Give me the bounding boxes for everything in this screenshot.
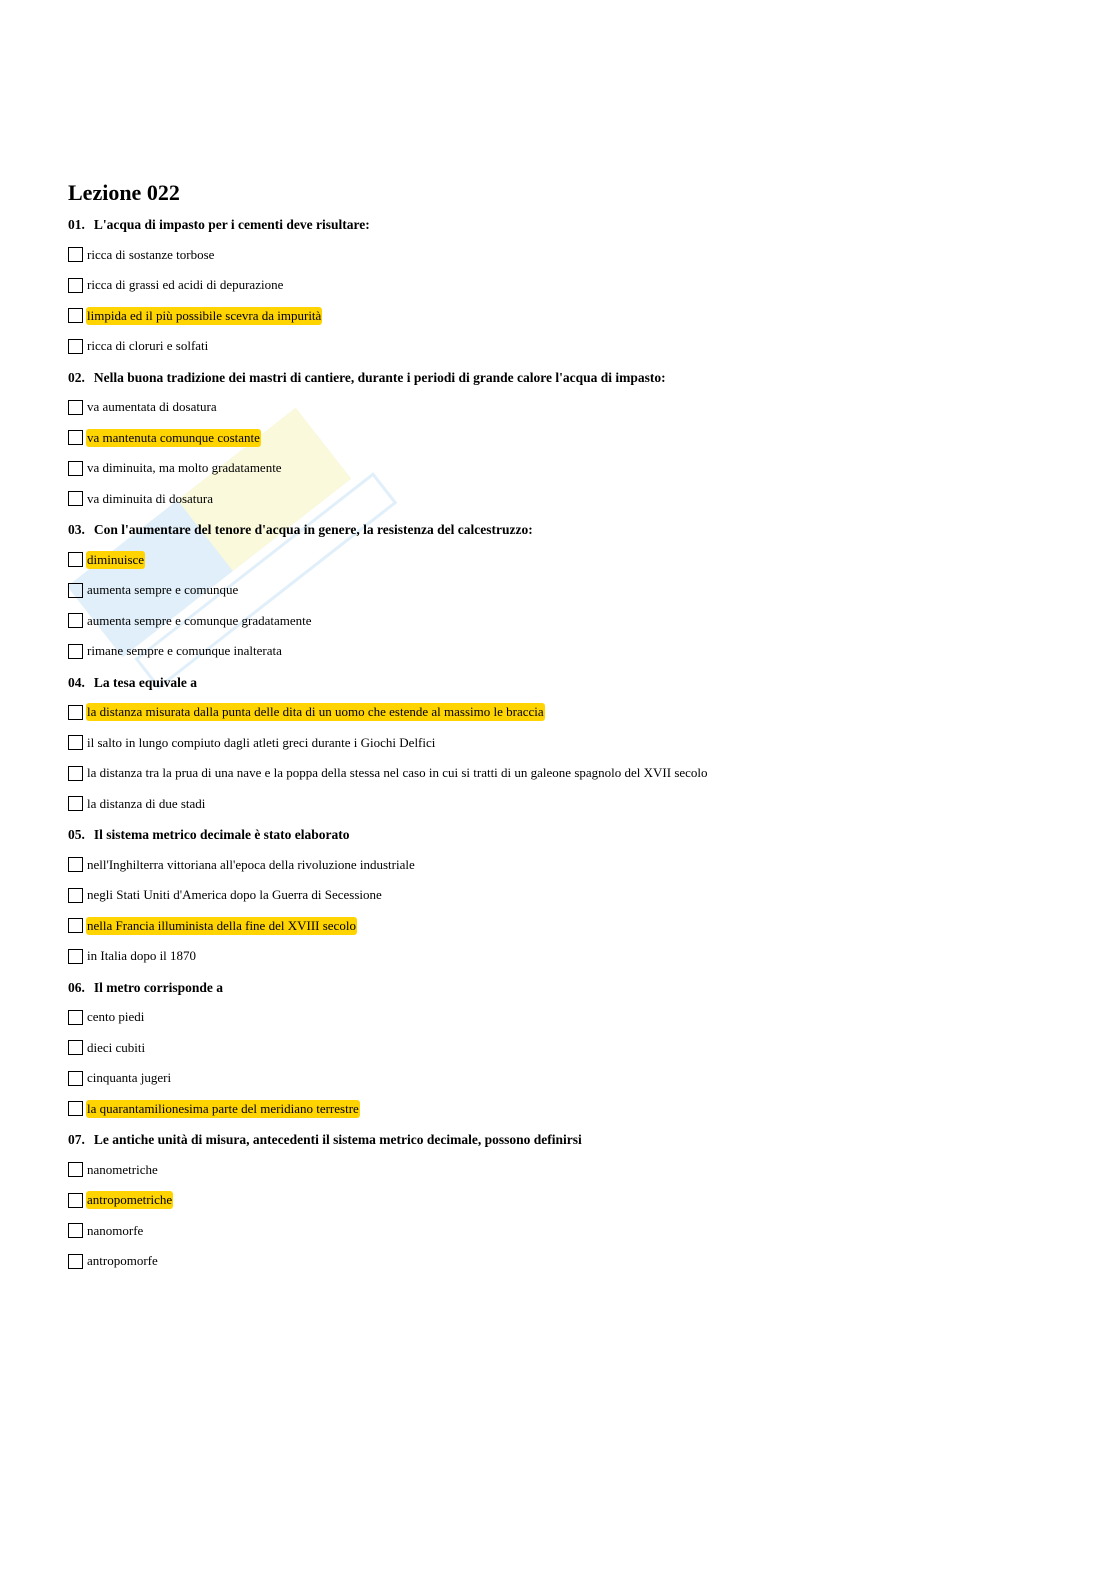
answer-text: in Italia dopo il 1870 <box>87 948 197 963</box>
answer-option[interactable] <box>68 1008 1068 1027</box>
answer-checkbox[interactable] <box>68 766 83 781</box>
answer-option[interactable] <box>68 886 1068 905</box>
answer-option[interactable] <box>68 398 1068 417</box>
answer-checkbox[interactable] <box>68 918 83 933</box>
answer-checkbox[interactable] <box>68 857 83 872</box>
answer-text: il salto in lungo compiuto dagli atleti greci durante i Giochi Delfici <box>87 734 436 750</box>
answer-text-highlighted: la quarantamilionesima parte del meridiano terrestre <box>87 1100 359 1116</box>
answer-text-highlighted: va mantenuta comunque costante <box>87 429 260 445</box>
answer-option[interactable] <box>68 1038 1068 1057</box>
answer-checkbox[interactable] <box>68 1223 83 1238</box>
answer-option[interactable] <box>68 703 1068 722</box>
answer-text: ricca di grassi ed acidi di depurazione <box>87 277 284 292</box>
question-text: L'acqua di impasto per i cementi deve risultare: <box>93 217 370 232</box>
answer-option[interactable] <box>68 611 1068 630</box>
answer-text: rimane sempre e comunque inalterata <box>87 643 282 658</box>
question-title <box>68 826 1068 844</box>
answer-option[interactable] <box>68 428 1068 447</box>
answer-checkbox[interactable] <box>68 430 83 445</box>
answer-checkbox[interactable] <box>68 613 83 628</box>
question-text: Con l'aumentare del tenore d'acqua in genere, la resistenza del calcestruzzo: <box>93 522 533 537</box>
answer-option[interactable] <box>68 337 1068 356</box>
answer-checkbox[interactable] <box>68 461 83 476</box>
answer-checkbox[interactable] <box>68 949 83 964</box>
question-number: 04. <box>68 674 85 690</box>
question-2 <box>68 369 1068 509</box>
answer-option[interactable] <box>68 1252 1068 1271</box>
answer-text: la distanza tra la prua di una nave e la poppa della stessa nel caso in cui si tratti di un galeone spagnolo del XVII secolo <box>87 765 708 780</box>
answer-option[interactable] <box>68 733 1068 752</box>
answer-option[interactable] <box>68 276 1068 295</box>
answer-text: cento piedi <box>87 1009 145 1024</box>
question-number: 07. <box>68 1132 85 1147</box>
answer-checkbox[interactable] <box>68 1071 83 1086</box>
answer-text: va diminuita di dosatura <box>87 490 214 506</box>
answer-option[interactable] <box>68 947 1068 966</box>
answer-text: aumenta sempre e comunque gradatamente <box>87 612 312 628</box>
answer-checkbox[interactable] <box>68 705 83 720</box>
question-3 <box>68 521 1068 661</box>
answer-option[interactable] <box>68 306 1068 325</box>
answer-option[interactable] <box>68 459 1068 478</box>
answer-checkbox[interactable] <box>68 888 83 903</box>
answer-checkbox[interactable] <box>68 1101 83 1116</box>
answer-text-highlighted: antropometriche <box>87 1192 173 1207</box>
question-text: La tesa equivale a <box>93 674 197 690</box>
answer-checkbox[interactable] <box>68 308 83 323</box>
answer-option[interactable] <box>68 1160 1068 1179</box>
question-6 <box>68 979 1068 1119</box>
question-number: 06. <box>68 979 85 995</box>
question-number: 03. <box>68 522 85 537</box>
answer-text: negli Stati Uniti d'America dopo la Guerra di Secessione <box>87 887 382 902</box>
answer-checkbox[interactable] <box>68 1162 83 1177</box>
answer-option[interactable] <box>68 1191 1068 1210</box>
answer-text-highlighted: la distanza misurata dalla punta delle dita di un uomo che estende al massimo le braccia <box>87 704 544 719</box>
question-text: Il sistema metrico decimale è stato elaborato <box>93 827 350 842</box>
answer-checkbox[interactable] <box>68 735 83 750</box>
answer-text-highlighted: limpida ed il più possibile scevra da impurità <box>87 307 322 323</box>
question-title <box>68 674 1068 692</box>
answer-text: va aumentata di dosatura <box>87 399 217 414</box>
question-title <box>68 369 1068 387</box>
question-4 <box>68 674 1068 814</box>
answer-checkbox[interactable] <box>68 1254 83 1269</box>
question-5 <box>68 826 1068 966</box>
answer-option[interactable] <box>68 794 1068 813</box>
answer-text-highlighted: diminuisce <box>87 551 145 567</box>
question-text: Nella buona tradizione dei mastri di cantiere, durante i periodi di grande calore l'acqua di impasto: <box>93 369 666 385</box>
answer-checkbox[interactable] <box>68 339 83 354</box>
answer-option[interactable] <box>68 764 1068 783</box>
answer-option[interactable] <box>68 581 1068 600</box>
question-1 <box>68 216 1068 356</box>
answer-text: ricca di cloruri e solfati <box>87 338 209 353</box>
answer-checkbox[interactable] <box>68 796 83 811</box>
answer-checkbox[interactable] <box>68 583 83 598</box>
question-text: Il metro corrisponde a <box>93 979 223 995</box>
answer-checkbox[interactable] <box>68 278 83 293</box>
answer-checkbox[interactable] <box>68 491 83 506</box>
answer-option[interactable] <box>68 916 1068 935</box>
answer-option[interactable] <box>68 550 1068 569</box>
document-page <box>68 176 1068 1284</box>
answer-text: cinquanta jugeri <box>87 1070 172 1085</box>
answer-text: nanomorfe <box>87 1222 144 1238</box>
question-title <box>68 1131 1068 1149</box>
answer-checkbox[interactable] <box>68 400 83 415</box>
answer-text: nanometriche <box>87 1161 158 1177</box>
answer-option[interactable] <box>68 489 1068 508</box>
question-list <box>68 216 1068 1271</box>
answer-checkbox[interactable] <box>68 247 83 262</box>
answer-text: ricca di sostanze torbose <box>87 246 215 262</box>
question-number: 05. <box>68 827 85 842</box>
answer-option[interactable] <box>68 245 1068 264</box>
answer-text: dieci cubiti <box>87 1039 146 1055</box>
answer-option[interactable] <box>68 1099 1068 1118</box>
answer-checkbox[interactable] <box>68 552 83 567</box>
question-number: 02. <box>68 369 85 385</box>
answer-option[interactable] <box>68 855 1068 874</box>
question-7 <box>68 1131 1068 1271</box>
answer-text: nell'Inghilterra vittoriana all'epoca della rivoluzione industriale <box>87 856 415 872</box>
answer-checkbox[interactable] <box>68 644 83 659</box>
answer-text: antropomorfe <box>87 1253 158 1268</box>
answer-text: aumenta sempre e comunque <box>87 582 239 597</box>
answer-text: va diminuita, ma molto gradatamente <box>87 460 282 475</box>
answer-checkbox[interactable] <box>68 1010 83 1025</box>
question-title <box>68 979 1068 997</box>
answer-option[interactable] <box>68 1069 1068 1088</box>
question-title <box>68 216 1068 234</box>
answer-text: la distanza di due stadi <box>87 795 206 811</box>
page-title: Lezione 022 <box>68 180 180 205</box>
answer-checkbox[interactable] <box>68 1040 83 1055</box>
question-number: 01. <box>68 217 85 232</box>
answer-option[interactable] <box>68 1221 1068 1240</box>
question-text: Le antiche unità di misura, antecedenti il sistema metrico decimale, possono definirsi <box>93 1132 582 1147</box>
answer-text-highlighted: nella Francia illuminista della fine del XVIII secolo <box>87 917 356 933</box>
answer-option[interactable] <box>68 642 1068 661</box>
answer-checkbox[interactable] <box>68 1193 83 1208</box>
question-title <box>68 521 1068 539</box>
